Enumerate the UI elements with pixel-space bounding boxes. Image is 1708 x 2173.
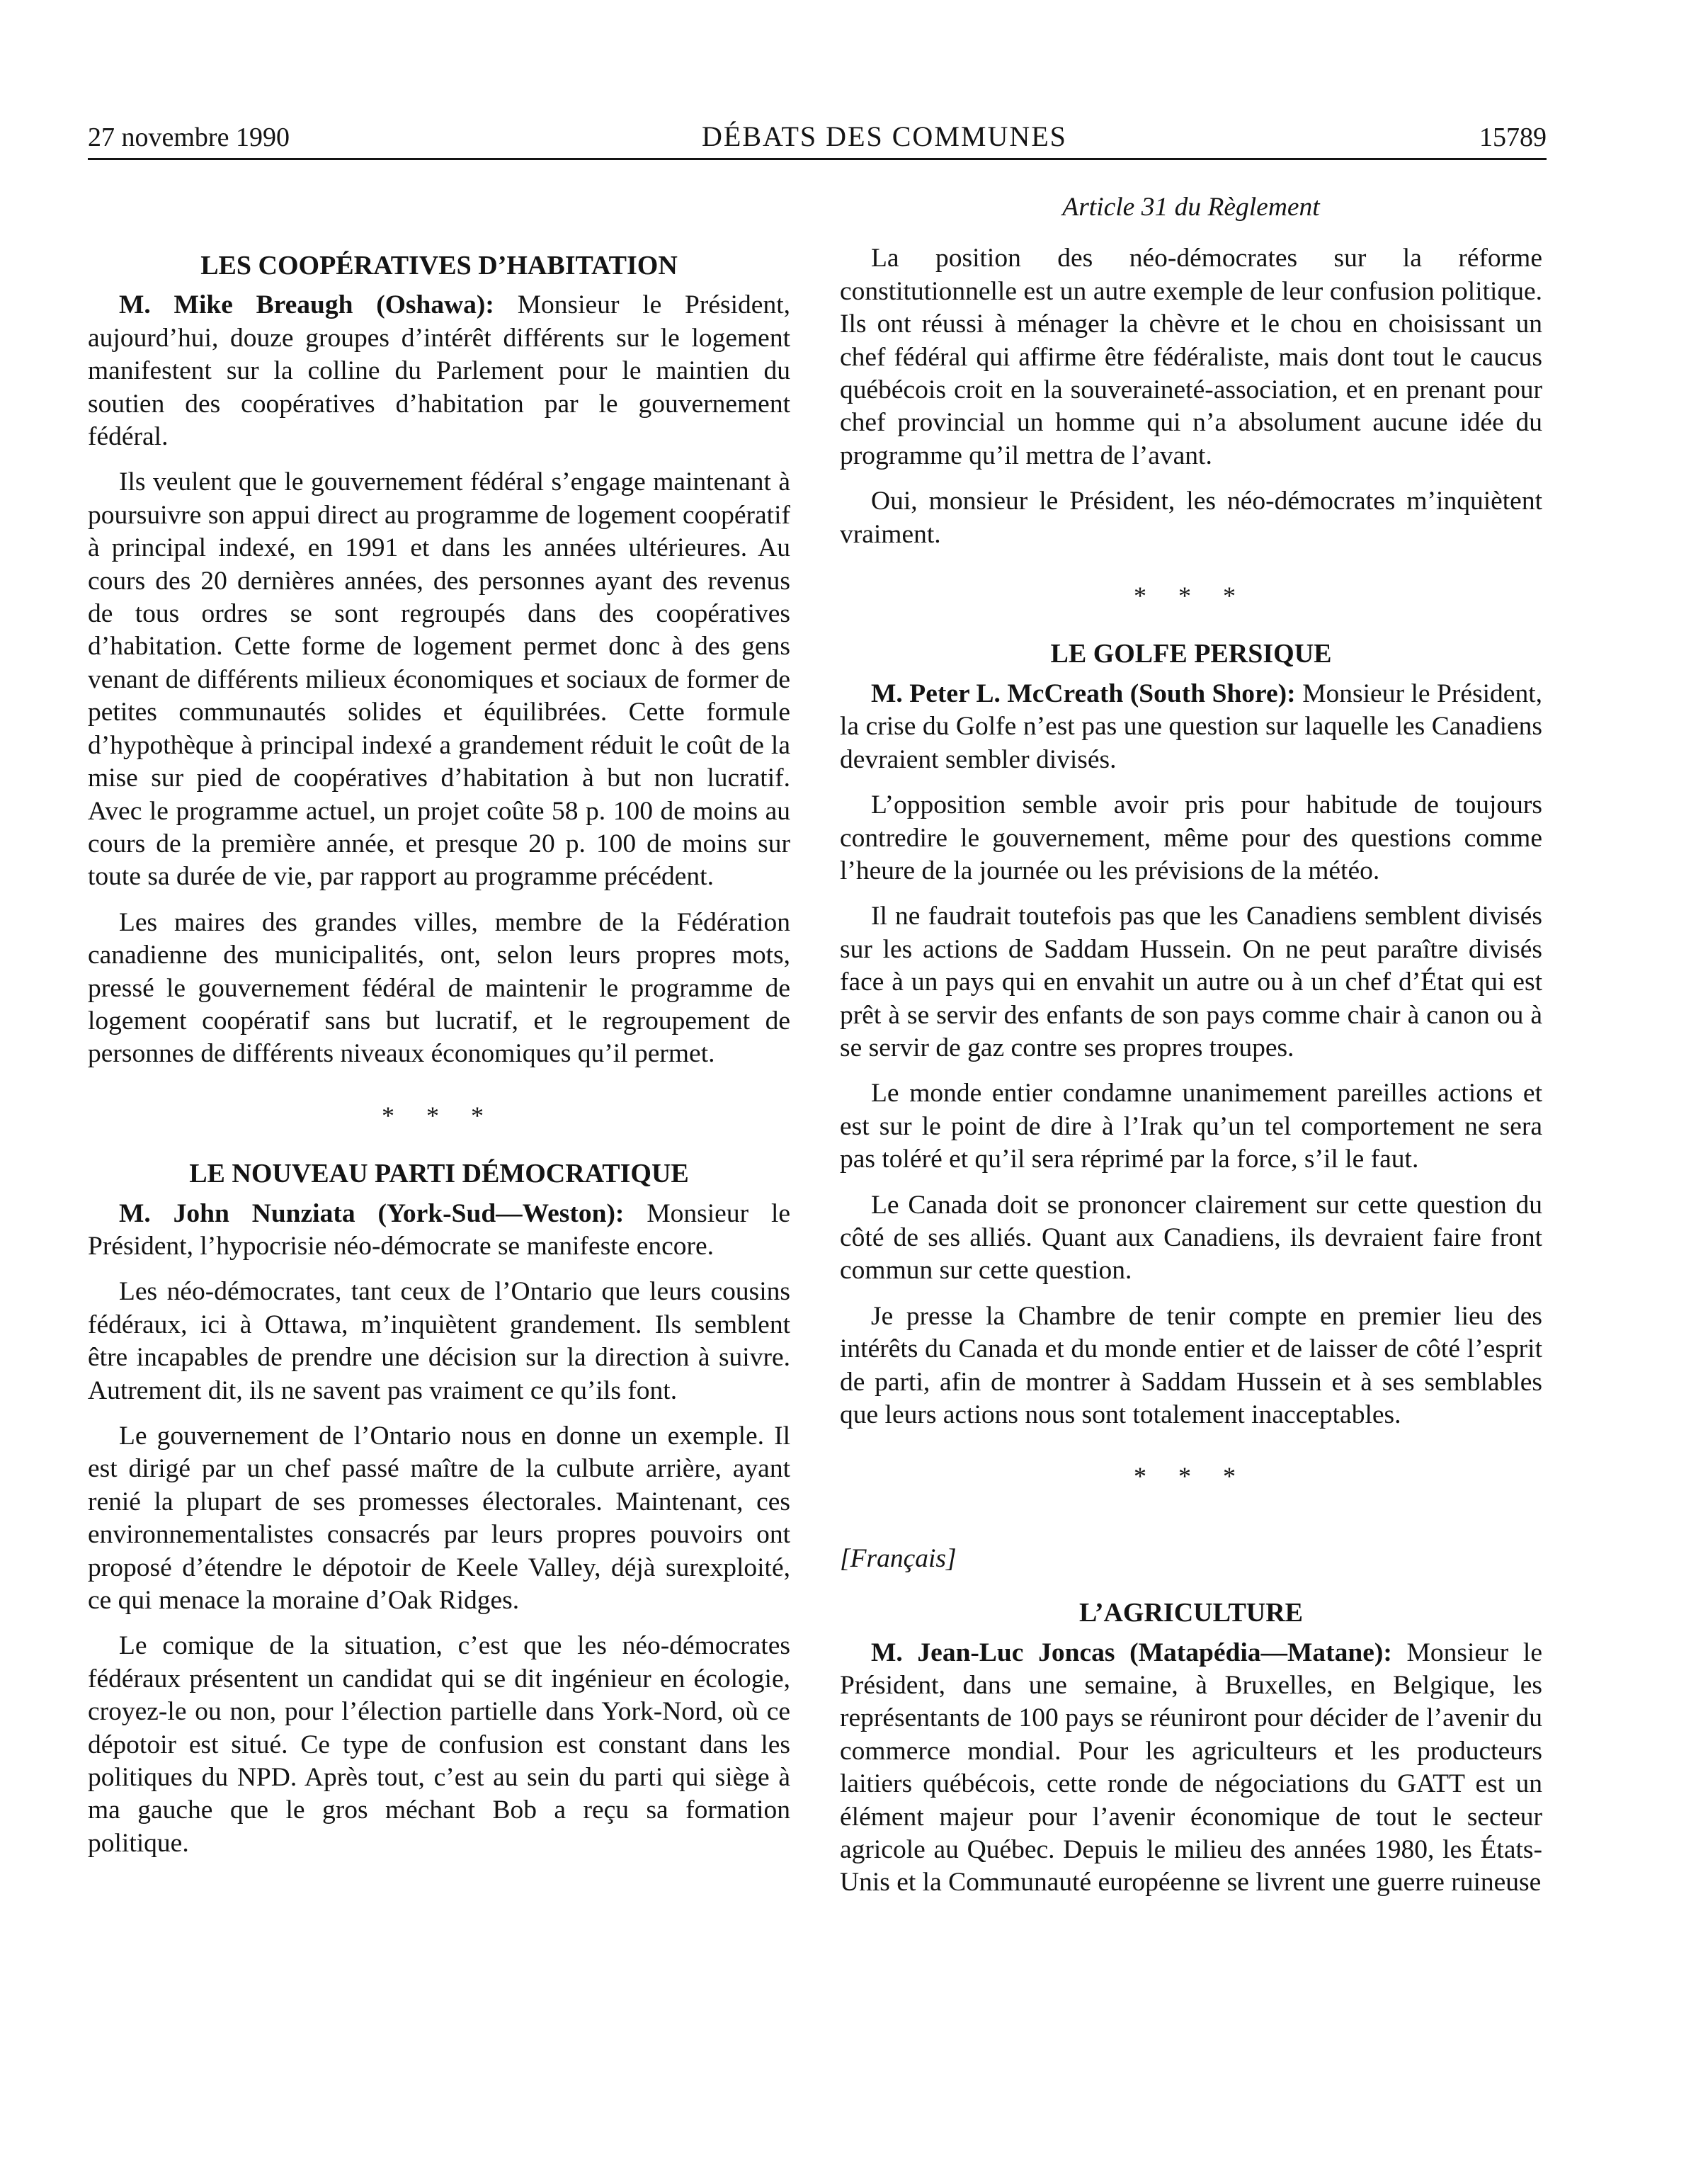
left-column — [88, 191, 790, 1873]
right-column — [840, 191, 1542, 1912]
paragraph: Le comique de la situation, c’est que les néo-démocrates fédéraux présentent un candidat qui se dit ingénieur en écologie, croyez-le ou non, pour l’élection partielle dans York-Nord, où ce dépotoir est situé. Ce type de confusion est constant dans les politiques du NPD. Après tout, c’est au sein du parti qui siège à ma gauche que le gros méchant Bob a reçu sa formation politique. — [88, 1631, 790, 1858]
speaker-name: M. John Nunziata (York-Sud—Weston): — [119, 1198, 625, 1228]
speaker-name: M. Jean-Luc Joncas (Matapédia—Matane): — [871, 1638, 1392, 1667]
paragraph — [840, 1637, 1542, 1900]
paragraph — [840, 678, 1542, 776]
paragraph: Le monde entier condamne unanimement pareilles actions et est sur le point de dire à l’Irak qu’un tel comportement ne sera pas toléré et qu’il sera réprimé par la force, s’il le faut. — [840, 1079, 1542, 1174]
paragraph: Le Canada doit se prononcer clairement sur cette question du côté de ses alliés. Quant aux Canadiens, ils devraient faire front commun sur cette question. — [840, 1190, 1542, 1286]
running-header — [88, 120, 1547, 160]
speaker-name: M. Peter L. McCreath (South Shore): — [871, 679, 1296, 708]
section-heading-cooperatives: LES COOPÉRATIVES D’HABITATION — [200, 251, 678, 280]
paragraph: Ils veulent que le gouvernement fédéral s’engage maintenant à poursuivre son appui direct au programme de logement coopératif à principal indexé, en 1991 et dans les années ultérieures. Au cours des 20 dernières années, des personnes ayant des revenus de tous ordres se sont regroupés dans des coopératives d’habitation. Cette forme de logement permet donc à des gens venant de différents milieux économiques et sociaux de former de petites communautés solides et équilibrées. Cette formule d’hypothèque à principal indexé a grandement réduit le coût de la mise sur pied de coopératives d’habitation à but non lucratif. Avec le programme actuel, un projet coûte 58 p. 100 de moins au cours de la première année, et presque 20 p. 100 de moins sur toute sa durée de vie, par rapport au programme précédent. — [88, 467, 790, 892]
speech-text: Monsieur le Président, dans une semaine, à Bruxelles, en Belgique, les représentants de 100 pays se réuniront pour décider de l’avenir du commerce mondial. Pour les agriculteurs et les producteurs laitiers québécois, cette ronde de négociations du GATT est un élément majeur pour l’avenir économique de tout le secteur agricole au Québec. Depuis le milieu des années 1980, les États-Unis et la Communauté européenne se livrent une guerre ruineuse — [840, 1638, 1542, 1897]
paragraph: La position des néo-démocrates sur la réforme constitutionnelle est un autre exemple de leur confusion politique. Ils ont réussi à ménager la chèvre et le chou en choisissant un chef fédéral qui affirme être fédéraliste, mais dont tout le caucus québécois croit en la souveraineté-association, et en prenant pour chef provincial un homme qui n’a absolument aucune idée du programme qu’il mettra de l’avant. — [840, 244, 1542, 470]
header-page-number: 15789 — [1479, 123, 1547, 152]
language-tag: [Français] — [840, 1543, 957, 1573]
rubric-article-31: Article 31 du Règlement — [1062, 193, 1320, 222]
speech-text: Monsieur le Président, aujourd’hui, douze groupes d’intérêt différents sur le logement manifestent sur la colline du Parlement pour le maintien du soutien des coopératives d’habitation par le gouvernement fédéral. — [88, 290, 790, 452]
section-heading-agriculture: L’AGRICULTURE — [1078, 1598, 1304, 1628]
header-title: DÉBATS DES COMMUNES — [702, 120, 1067, 152]
section-separator: * * * — [1134, 1462, 1248, 1491]
paragraph: Je presse la Chambre de tenir compte en premier lieu des intérêts du Canada et du monde entier et de laisser de côté l’esprit de parti, afin de montrer à Saddam Hussein et à ses semblables que leurs actions nous sont totalement inacceptables. — [840, 1301, 1542, 1429]
section-heading-golfe: LE GOLFE PERSIQUE — [1050, 639, 1332, 669]
section-separator: * * * — [1134, 581, 1248, 611]
paragraph — [88, 289, 790, 453]
paragraph: Oui, monsieur le Président, les néo-démocrates m’inquiètent vraiment. — [840, 487, 1542, 549]
speech-text: Monsieur le Président, l’hypocrisie néo-démocrate se manifeste encore. — [88, 1198, 791, 1261]
paragraph: Les néo-démocrates, tant ceux de l’Ontario que leurs cousins fédéraux, ici à Ottawa, m’inquiètent grandement. Ils semblent être incapables de prendre une décision sur la direction à suivre. Autrement dit, ils ne savent pas vraiment ce qu’ils font. — [88, 1277, 790, 1405]
header-date: 27 novembre 1990 — [88, 123, 290, 152]
paragraph: Les maires des grandes villes, membre de la Fédération canadienne des municipalités, ont, selon leurs propres mots, pressé le gouvernement fédéral de maintenir le programme de logement coopératif sans but lucratif, et le regroupement de personnes de différents niveaux économiques qu’il permet. — [88, 907, 790, 1069]
speech-text: Monsieur le Président, la crise du Golfe n’est pas une question sur laquelle les Canadiens devraient sembler divisés. — [840, 679, 1542, 774]
paragraph: L’opposition semble avoir pris pour habitude de toujours contredire le gouvernement, même pour des questions comme l’heure de la journée ou les prévisions de la météo. — [840, 790, 1542, 885]
paragraph: Il ne faudrait toutefois pas que les Canadiens semblent divisés sur les actions de Saddam Hussein. On ne peut paraître divisés face à un pays qui en envahit un autre ou à un chef d’État qui est prêt à se servir des enfants de son pays comme chair à canon ou à se servir de gaz contre ses propres troupes. — [840, 902, 1542, 1062]
section-separator: * * * — [382, 1101, 496, 1130]
paragraph: Le gouvernement de l’Ontario nous en donne un exemple. Il est dirigé par un chef passé maître de la culbute arrière, ayant renié la plupart de ses promesses électorales. Maintenant, ces environnementalistes consacrés par leurs propres pouvoirs ont proposé d’étendre le dépotoir de Keele Valley, déjà surexploité, ce qui menace la moraine d’Oak Ridges. — [88, 1422, 790, 1616]
section-heading-npd: LE NOUVEAU PARTI DÉMOCRATIQUE — [189, 1159, 689, 1189]
speaker-name: M. Mike Breaugh (Oshawa): — [119, 290, 494, 320]
paragraph — [88, 1198, 790, 1264]
